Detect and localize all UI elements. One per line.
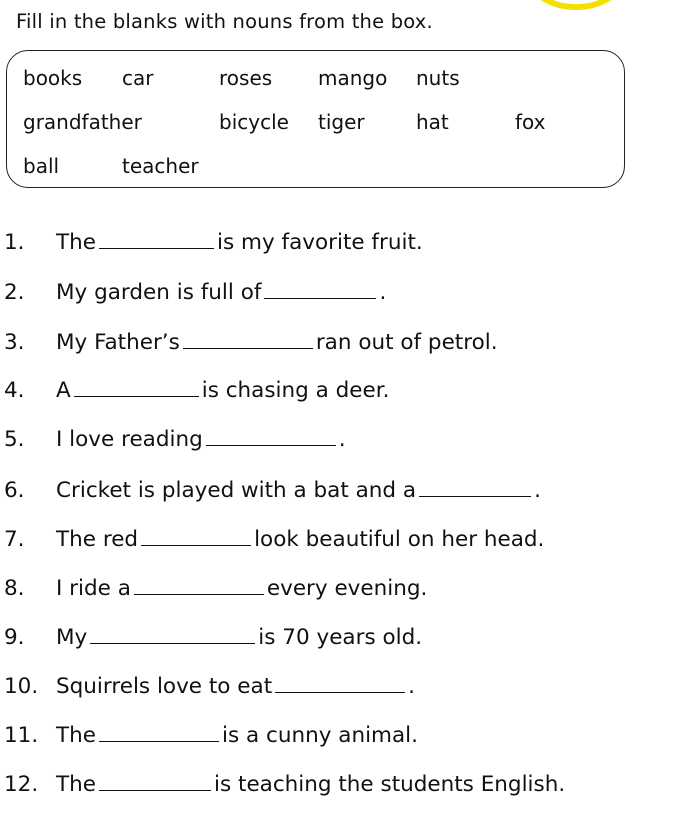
- question-text-before: Squirrels love to eat: [56, 674, 273, 699]
- question-number: 9.: [4, 625, 25, 650]
- question-text-after: .: [338, 427, 346, 452]
- answer-blank[interactable]: [99, 772, 211, 791]
- question-number: 2.: [4, 280, 25, 305]
- question-text-before: The: [56, 772, 96, 797]
- question-text-after: is a cunny animal.: [222, 723, 418, 748]
- question-text-after: is my favorite fruit.: [217, 230, 423, 255]
- question-item: [4, 378, 389, 403]
- question-text-after: .: [534, 478, 541, 503]
- question-item: [4, 576, 427, 601]
- word-bank-item: grandfather: [23, 110, 142, 134]
- answer-blank[interactable]: [99, 723, 219, 742]
- word-bank-item: fox: [515, 110, 546, 134]
- question-text-after: .: [379, 280, 387, 305]
- instruction-text: Fill in the blanks with nouns from the box.: [16, 10, 433, 33]
- question-item: [4, 723, 418, 748]
- answer-blank[interactable]: [206, 427, 336, 446]
- question-number: 6.: [4, 478, 25, 503]
- question-text-before: The red: [56, 527, 139, 552]
- question-item: [4, 330, 498, 355]
- question-item: [4, 280, 386, 305]
- question-text-before: The: [56, 723, 96, 748]
- question-number: 10.: [4, 674, 39, 699]
- word-bank-item: tiger: [318, 110, 365, 134]
- question-text-before: My Father’s: [56, 330, 180, 355]
- word-bank-item: roses: [219, 66, 273, 90]
- question-item: [4, 625, 422, 650]
- answer-blank[interactable]: [74, 378, 199, 397]
- question-text-before: My: [56, 625, 88, 650]
- question-text-before: A: [56, 378, 71, 403]
- question-item: [4, 674, 415, 699]
- question-number: 1.: [4, 230, 25, 255]
- question-item: [4, 427, 346, 452]
- answer-blank[interactable]: [141, 527, 251, 546]
- question-item: [4, 478, 541, 503]
- question-number: 4.: [4, 378, 25, 403]
- word-bank-item: car: [122, 66, 154, 90]
- question-text-before: I love reading: [56, 427, 203, 452]
- question-text-after: is 70 years old.: [258, 625, 423, 650]
- answer-blank[interactable]: [419, 478, 531, 497]
- question-text-after: is chasing a deer.: [201, 378, 390, 403]
- answer-blank[interactable]: [90, 625, 255, 644]
- answer-blank[interactable]: [99, 230, 214, 249]
- question-text-after: look beautiful on her head.: [254, 527, 545, 552]
- word-bank-item: hat: [416, 110, 449, 134]
- question-number: 5.: [4, 427, 25, 452]
- question-number: 3.: [4, 330, 25, 355]
- question-item: [4, 772, 565, 797]
- question-text-before: The: [56, 230, 96, 255]
- question-number: 12.: [4, 772, 39, 797]
- decorative-circle: [530, 0, 622, 10]
- answer-blank[interactable]: [264, 280, 376, 299]
- question-text-after: every evening.: [266, 576, 428, 601]
- answer-blank[interactable]: [275, 674, 405, 693]
- question-text-before: Cricket is played with a bat and a: [56, 478, 417, 503]
- question-number: 11.: [4, 723, 39, 748]
- word-bank-item: teacher: [122, 154, 199, 178]
- question-text-after: .: [408, 674, 415, 699]
- question-number: 8.: [4, 576, 25, 601]
- word-bank-item: books: [23, 66, 83, 90]
- word-bank-item: ball: [23, 154, 60, 178]
- word-bank-item: mango: [318, 66, 388, 90]
- question-text-before: My garden is full of: [56, 280, 262, 305]
- word-bank-item: bicycle: [219, 110, 289, 134]
- question-text-after: ran out of petrol.: [315, 330, 498, 355]
- answer-blank[interactable]: [134, 576, 264, 595]
- question-text-before: I ride a: [56, 576, 131, 601]
- question-text-after: is teaching the students English.: [214, 772, 566, 797]
- question-item: [4, 230, 423, 255]
- question-item: [4, 527, 544, 552]
- answer-blank[interactable]: [183, 330, 313, 349]
- question-number: 7.: [4, 527, 25, 552]
- word-bank-item: nuts: [416, 66, 460, 90]
